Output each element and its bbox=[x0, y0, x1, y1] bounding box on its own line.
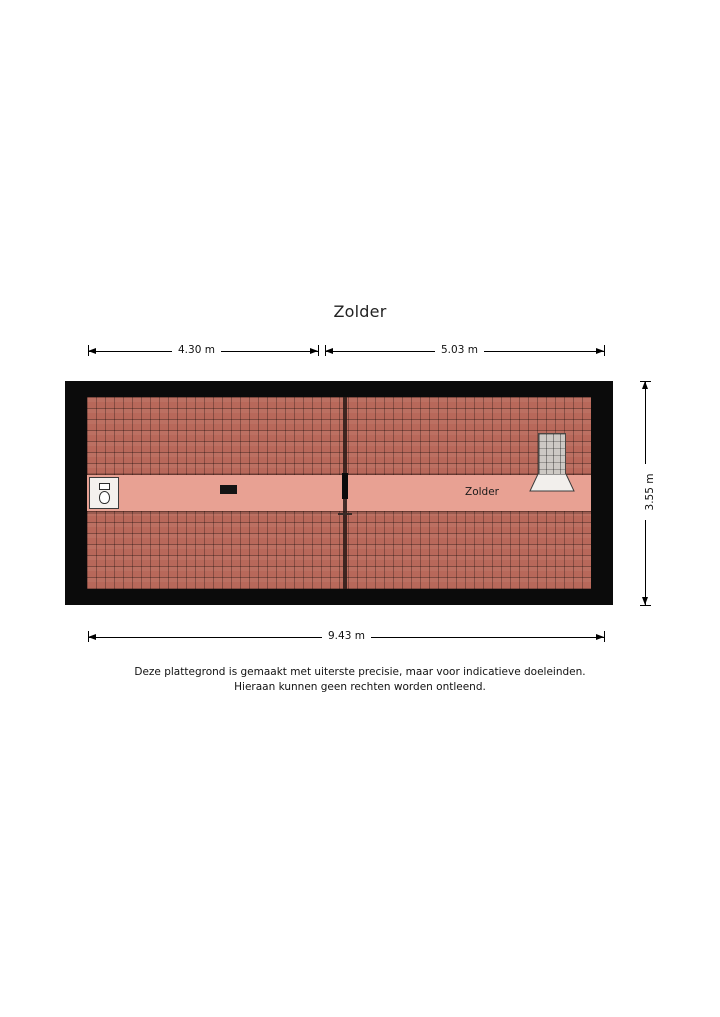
dimension-arrow-left bbox=[325, 348, 333, 354]
dimension-arrow-up bbox=[642, 381, 648, 389]
vent-block bbox=[220, 485, 237, 494]
partition-stem bbox=[345, 501, 347, 513]
toilet-fixture bbox=[89, 477, 119, 509]
dimension-arrow-right bbox=[596, 348, 604, 354]
disclaimer-line-2: Hieraan kunnen geen rechten worden ontleend. bbox=[234, 681, 486, 693]
dimension-tick bbox=[604, 345, 605, 356]
page-title: Zolder bbox=[333, 302, 387, 321]
dimension-label-bottom: 9.43 m bbox=[322, 630, 371, 642]
dimension-arrow-right bbox=[310, 348, 318, 354]
room-label-zolder: Zolder bbox=[465, 486, 499, 498]
floorplan-outer-wall bbox=[65, 381, 613, 605]
dimension-arrow-right bbox=[596, 634, 604, 640]
attic-floor-strip bbox=[87, 475, 591, 511]
dimension-tick bbox=[604, 631, 605, 642]
roof-tiles-upper bbox=[87, 397, 591, 475]
partition-foot bbox=[338, 513, 352, 515]
dimension-arrow-down bbox=[642, 597, 648, 605]
dormer-splay-icon bbox=[527, 474, 577, 492]
dimension-tick bbox=[88, 631, 89, 642]
dimension-tick bbox=[88, 345, 89, 356]
toilet-bowl-icon bbox=[99, 491, 110, 504]
dimension-tick bbox=[640, 605, 651, 606]
dimension-arrow-left bbox=[88, 348, 96, 354]
dimension-label-top-left: 4.30 m bbox=[172, 344, 221, 356]
dimension-arrow-left bbox=[88, 634, 96, 640]
toilet-tank-icon bbox=[99, 483, 110, 490]
dimension-label-top-right: 5.03 m bbox=[435, 344, 484, 356]
dormer-window bbox=[538, 433, 566, 475]
floorplan-interior bbox=[87, 397, 591, 589]
dimension-tick bbox=[640, 381, 651, 382]
disclaimer-line-1: Deze plattegrond is gemaakt met uiterste precisie, maar voor indicatieve doeleinden. bbox=[134, 666, 586, 678]
dimension-tick bbox=[325, 345, 326, 356]
disclaimer bbox=[0, 665, 720, 695]
dimension-tick bbox=[318, 345, 319, 356]
roof-tiles-lower bbox=[87, 511, 591, 589]
partition-post bbox=[342, 473, 348, 499]
dimension-label-right: 3.55 m bbox=[644, 464, 656, 520]
